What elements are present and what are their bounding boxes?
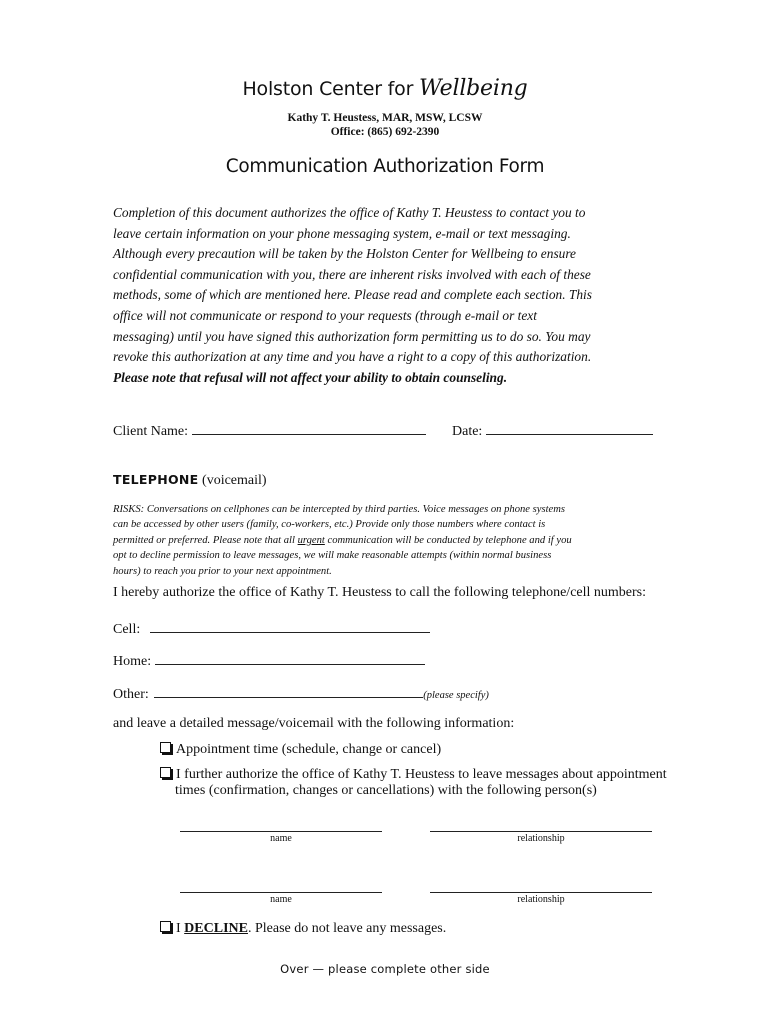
org-name-prefix: Holston Center for: [242, 78, 414, 100]
option-further-line2: times (confirmation, changes or cancellations) with the following person(s): [175, 783, 597, 798]
option-further: [160, 767, 667, 783]
further-authorize-checkbox[interactable]: [160, 767, 171, 778]
cell-number-field[interactable]: [150, 618, 430, 633]
client-name-field[interactable]: [192, 420, 426, 435]
other-number-field[interactable]: [154, 683, 423, 698]
risks-line: [113, 533, 663, 548]
org-name-script: Wellbeing: [419, 76, 528, 101]
intro-line: revoke this authorization at any time and you have a right to a copy of this authorization.: [113, 349, 592, 365]
other-label: Other:: [113, 687, 149, 702]
telephone-heading-title: TELEPHONE: [113, 472, 199, 487]
intro-line: Completion of this document authorizes the office of Kathy T. Heustess to contact you to: [113, 205, 586, 220]
staff-name: Kathy T. Heustess, MAR, MSW, LCSW: [287, 112, 483, 124]
person1-relationship-field[interactable]: [430, 818, 652, 832]
risks-paragraph: [113, 502, 663, 579]
option-appointment: [160, 742, 441, 758]
date-row: [452, 420, 653, 440]
appointment-checkbox[interactable]: [160, 742, 171, 753]
date-field[interactable]: [486, 420, 653, 435]
footer-note: Over — please complete other side: [280, 962, 490, 976]
person2-relationship-field[interactable]: [430, 879, 652, 893]
risks-line: RISKS: Conversations on cellphones can be intercepted by third parties. Voice messages on phone systems: [113, 504, 566, 515]
decline-word: DECLINE: [184, 921, 248, 936]
other-row: [113, 683, 489, 703]
risks-line: can be accessed by other users (family, co-workers, etc.) Provide only those numbers where contact is: [113, 519, 546, 531]
risks-line-part: permitted or preferred. Please note that all: [113, 534, 298, 546]
intro-line: Although every precaution will be taken by the Holston Center for Wellbeing to ensure: [113, 246, 577, 262]
risks-line-part: communication will be conducted by telephone and if you: [324, 534, 572, 546]
person2-name-field[interactable]: [180, 879, 382, 893]
option-appointment-label: Appointment time (schedule, change or cancel): [176, 742, 442, 757]
option-further-label: I further authorize the office of Kathy T. Heustess to leave messages about appointment: [176, 767, 667, 782]
person2-relationship-caption: relationship: [517, 894, 565, 905]
other-hint: (please specify): [423, 690, 489, 701]
organization-name: [0, 76, 770, 101]
leave-message-statement: and leave a detailed message/voicemail with the following information:: [113, 716, 515, 731]
decline-checkbox[interactable]: [160, 921, 171, 932]
home-row: [113, 650, 425, 670]
client-name-row: [113, 420, 426, 440]
cell-row: [113, 618, 430, 638]
telephone-heading-suffix: (voicemail): [198, 473, 267, 488]
home-label: Home:: [113, 654, 152, 669]
client-name-label: Client Name:: [113, 424, 189, 439]
intro-paragraph: [113, 203, 673, 388]
cell-label: Cell:: [113, 622, 141, 637]
decline-suffix: . Please do not leave any messages.: [247, 921, 447, 936]
decline-prefix: I: [176, 921, 185, 936]
intro-line: messaging) until you have signed this authorization form permitting us to do so. You may: [113, 328, 591, 344]
intro-line: office will not communicate or respond to your requests (through e-mail or text: [113, 307, 537, 323]
urgent-word: urgent: [297, 534, 325, 546]
person1-name-field[interactable]: [180, 818, 382, 832]
date-label: Date:: [452, 424, 483, 439]
intro-line: confidential communication with you, there are inherent risks involved with each of these: [113, 266, 591, 282]
risks-line: opt to decline permission to leave messages, we will make reasonable attempts (within normal business: [113, 550, 552, 562]
person2-name-caption: name: [270, 894, 292, 905]
form-title: Communication Authorization Form: [225, 156, 545, 177]
intro-line: methods, some of which are mentioned here. Please read and complete each section. This: [113, 287, 592, 303]
person1-name-caption: name: [270, 833, 292, 844]
telephone-heading: [113, 472, 267, 489]
home-number-field[interactable]: [155, 650, 425, 665]
intro-line: leave certain information on your phone messaging system, e-mail or text messaging.: [113, 225, 571, 241]
person1-relationship-caption: relationship: [517, 833, 565, 844]
refusal-note: Please note that refusal will not affect your ability to obtain counseling.: [113, 369, 508, 385]
option-decline: [160, 921, 446, 937]
staff-info: [0, 111, 770, 139]
authorize-statement: I hereby authorize the office of Kathy T. Heustess to call the following telephone/cell numbers:: [113, 585, 646, 600]
office-phone: Office: (865) 692-2390: [330, 126, 440, 138]
risks-line: hours) to reach you prior to your next appointment.: [113, 565, 332, 577]
